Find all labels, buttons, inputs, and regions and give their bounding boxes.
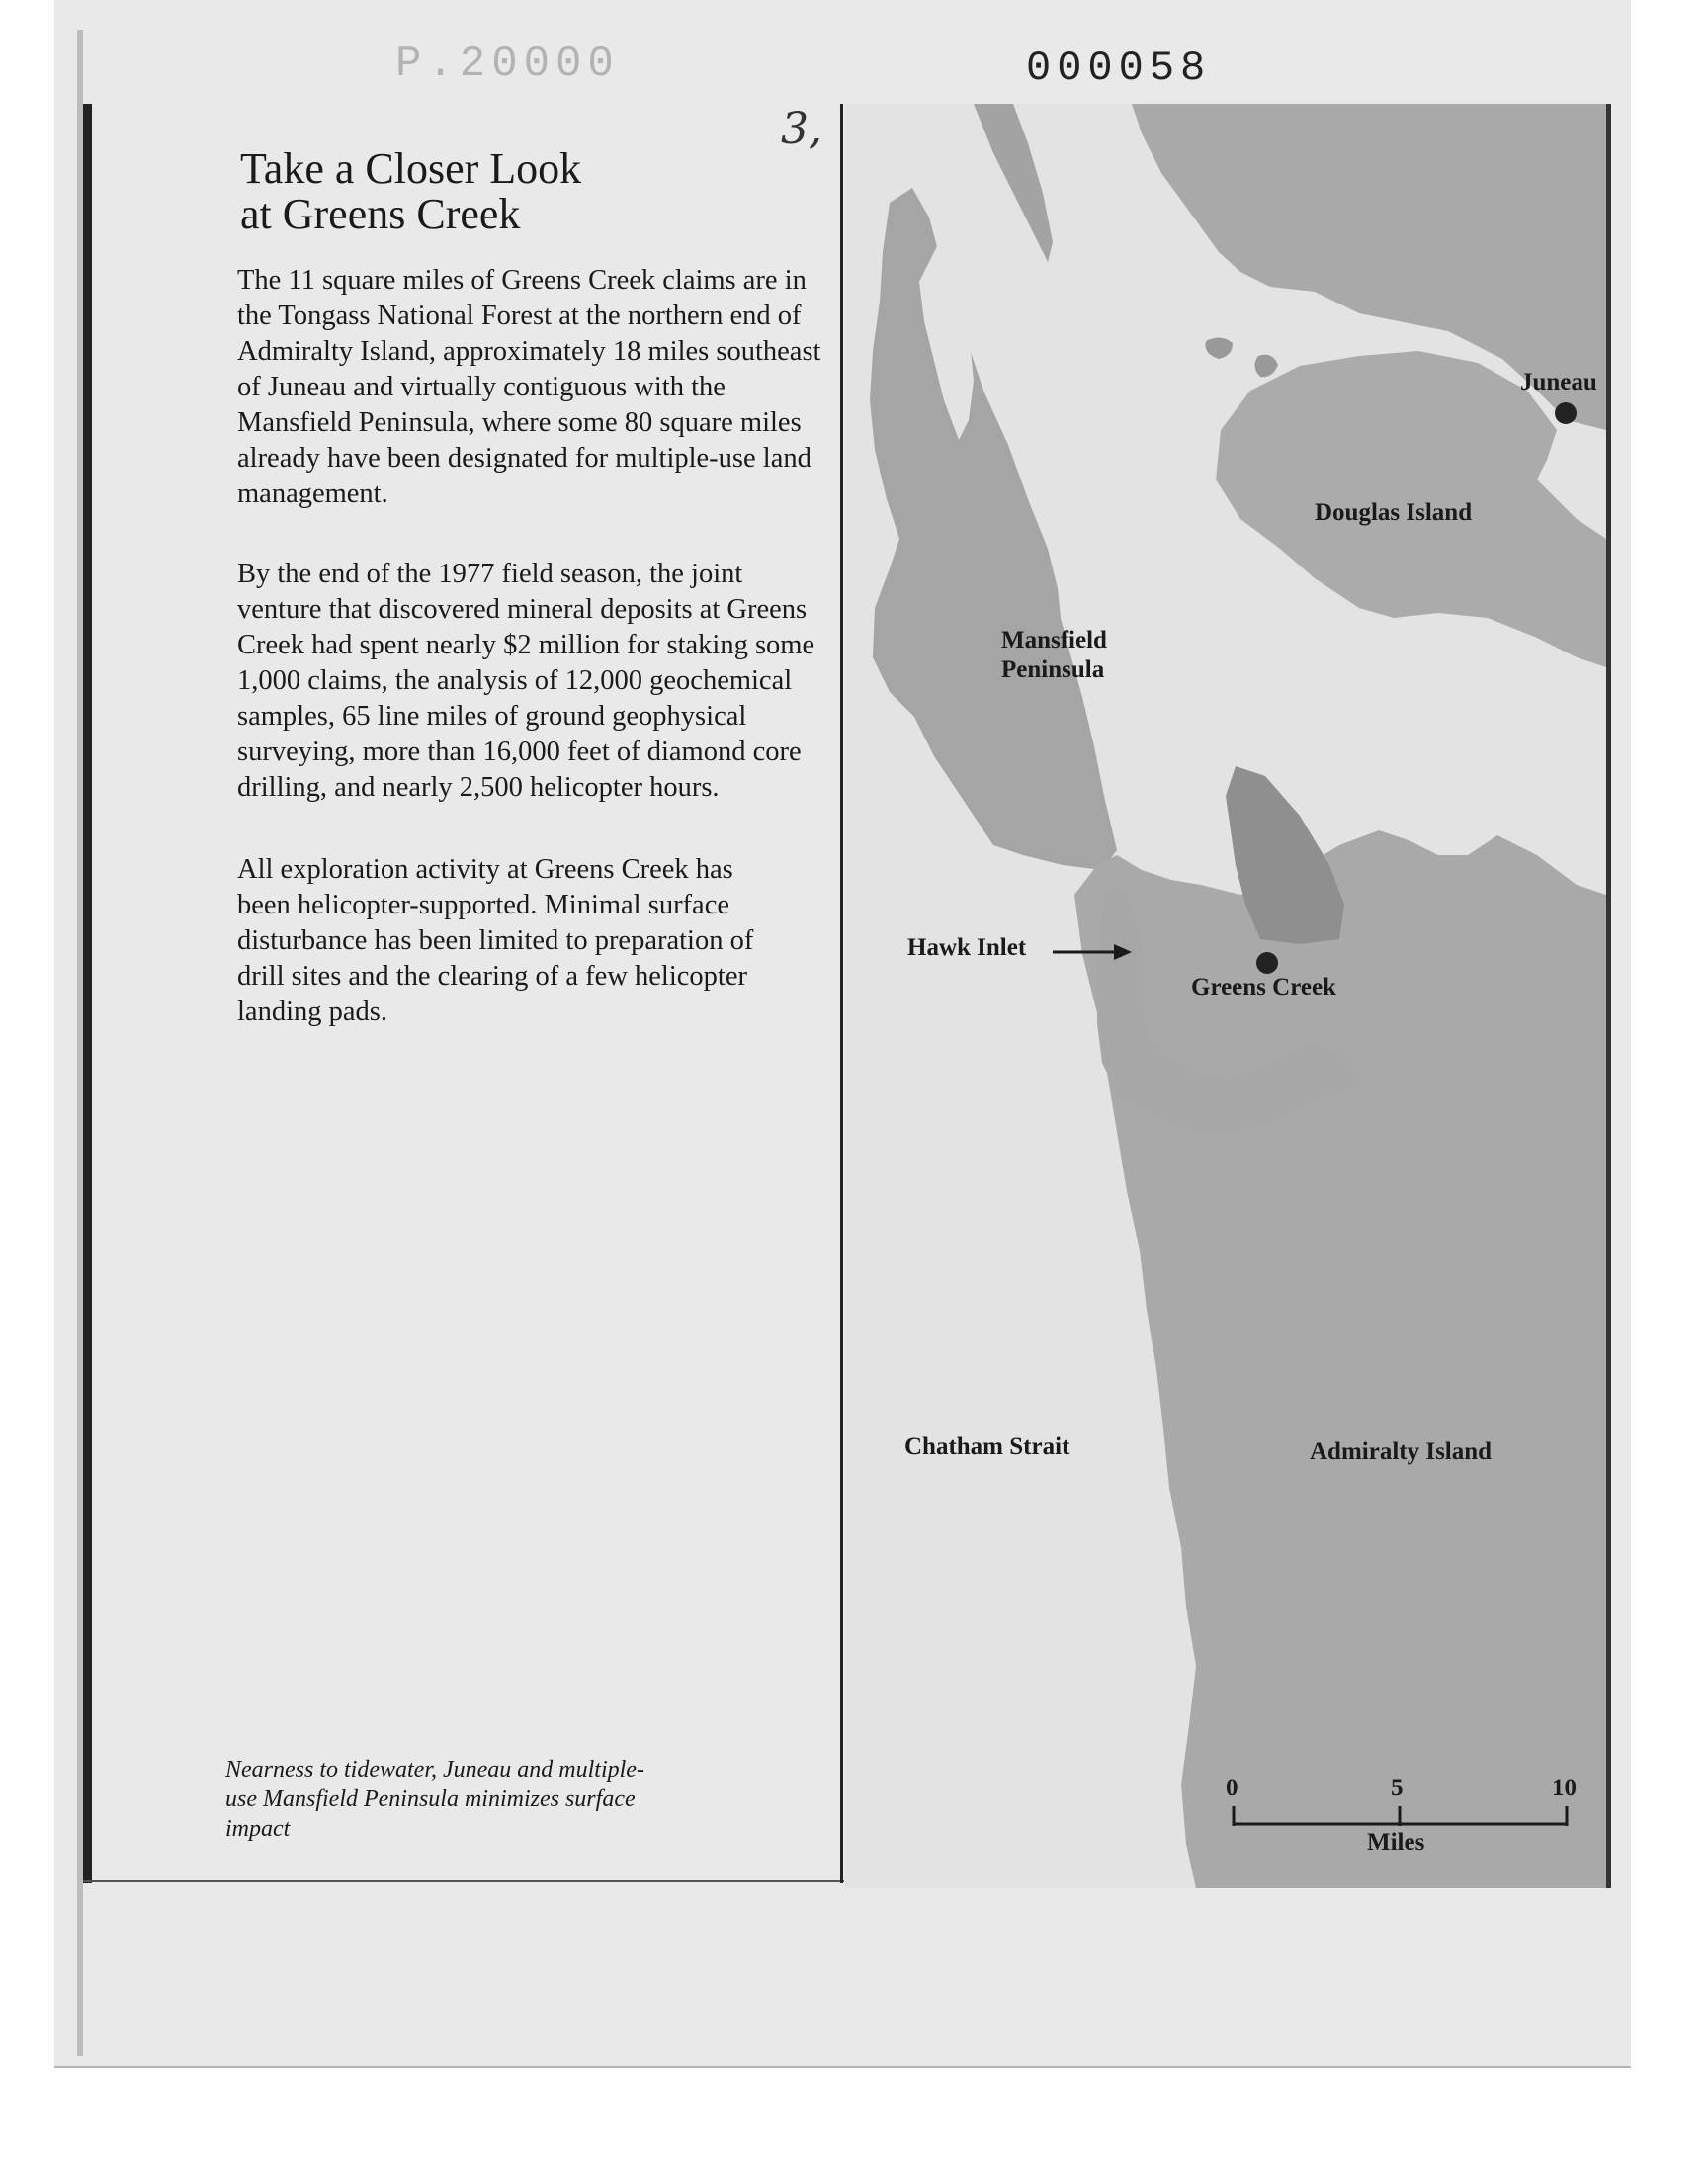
juneau-marker [1555, 402, 1577, 424]
greens-creek-marker [1256, 952, 1278, 974]
scale-label-5: 5 [1391, 1775, 1404, 1801]
scale-label-0: 0 [1226, 1775, 1238, 1801]
map-caption: Nearness to tidewater, Juneau and multiple-use Mansfield Peninsula minimizes surface impact [225, 1757, 644, 1842]
paragraph-field-season: By the end of the 1977 field season, the joint venture that discovered mineral deposits at Greens Creek had spent nearly $2 million for staking some 1,000 claims, the analysis of 12,000 geochemical samples, 65 line miles of ground geophysical surveying, more than 16,000 feet of diamond core drilling, and nearly 2,500 helicopter hours. [237, 559, 815, 803]
location-map [845, 104, 1606, 1888]
faded-stamp: P.20000 [395, 40, 620, 89]
label-greens-creek: Greens Creek [1191, 974, 1336, 1000]
title-line-1: Take a Closer Look [240, 144, 582, 193]
page-number-stamp: 000058 [1026, 44, 1212, 92]
page-divider [840, 104, 843, 1883]
left-page-border [83, 104, 92, 1883]
handwritten-page-3: 3, [781, 104, 822, 154]
label-chatham-strait: Chatham Strait [904, 1434, 1070, 1460]
label-douglas-island: Douglas Island [1315, 499, 1473, 526]
label-peninsula: Peninsula [1001, 656, 1105, 683]
paragraph-exploration: All exploration activity at Greens Creek has been helicopter-supported. Minimal surface disturbance has been limited to preparation of drill sites and the clearing of a few helicopter landing pads. [237, 854, 754, 1027]
label-juneau: Juneau [1520, 369, 1597, 395]
label-mansfield-peninsula [1001, 626, 1107, 685]
label-admiralty-island: Admiralty Island [1310, 1438, 1493, 1465]
left-page-bottom-rule [83, 1880, 844, 1882]
label-hawk-inlet: Hawk Inlet [907, 934, 1027, 961]
title-line-2: at Greens Creek [240, 190, 521, 238]
scale-label-10: 10 [1552, 1775, 1577, 1801]
right-page-border [1606, 104, 1611, 1888]
label-mansfield: Mansfield [1001, 627, 1107, 653]
sheet-bottom-edge [54, 2066, 1631, 2068]
paragraph-claims: The 11 square miles of Greens Creek claims are in the Tongass National Forest at the northern end of Admiralty Island, approximately 18 miles southeast of Juneau and virtually contiguous with the Mansfield Peninsula, where some 80 square miles already have been designated for multiple-use land management. [237, 265, 821, 509]
article-title [240, 146, 754, 237]
scale-unit: Miles [1367, 1829, 1425, 1856]
